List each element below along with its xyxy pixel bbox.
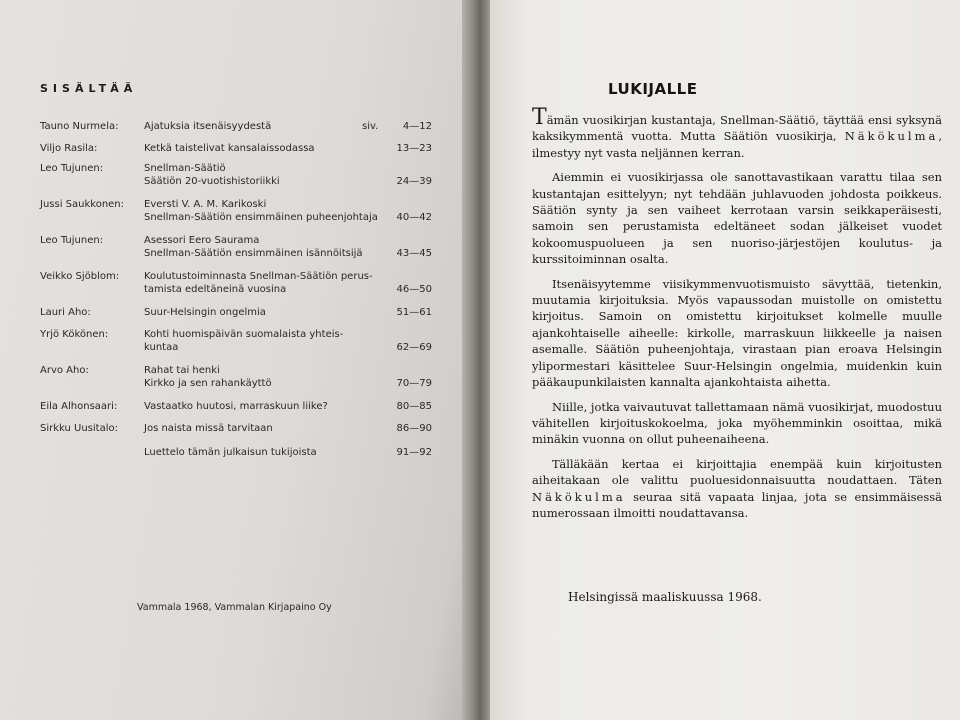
toc-page-range: 43—45 <box>396 248 432 259</box>
toc-entry-title <box>144 270 384 296</box>
toc-title-line: Luettelo tämän julkaisun tukijoista <box>144 447 317 458</box>
toc-entry-title <box>144 446 384 459</box>
toc-page-range: 80—85 <box>396 401 432 412</box>
left-page <box>0 0 470 720</box>
toc-title-line: Ajatuksia itsenäisyydestä <box>144 121 272 132</box>
book-title: Näkökulma <box>532 489 626 504</box>
toc-entry-title <box>144 120 384 133</box>
toc-author: Jussi Saukkonen: <box>40 199 125 210</box>
toc-title-line: Säätiön 20-vuotishistoriikki <box>144 176 280 187</box>
toc-page-range: 51—61 <box>396 307 432 318</box>
book-title: Näkökulma <box>844 129 939 144</box>
toc-title-line: Kohti huomispäivän suomalaista yhteis- <box>144 329 344 340</box>
toc-title-line: Vastaatko huutosi, marraskuun liike? <box>144 401 328 412</box>
toc-title-line: tamista edeltäneinä vuosina <box>144 284 287 295</box>
toc-entry-title <box>144 234 384 260</box>
toc-author: Viljo Rasila: <box>40 143 98 154</box>
imprint: Vammala 1968, Vammalan Kirjapaino Oy <box>137 602 332 613</box>
toc-entry-title <box>144 142 384 155</box>
paragraph-1: Tämän vuosikirjan kustantaja, Snellman-Säätiö, täyttää ensi syksynä kaksikymmentä vuotta. Mutta Säätiön vuosikirja, Näkökulma, ilmestyy nyt vasta neljännen kerran. <box>532 105 943 160</box>
toc-page-range: 62—69 <box>396 342 432 353</box>
toc-title-line: Snellman-Säätiön ensimmäinen puheenjohtaja <box>144 212 378 223</box>
toc-page-range: 86—90 <box>396 423 432 434</box>
toc-title-line: Suur-Helsingin ongelmia <box>144 307 266 318</box>
page-heading: LUKIJALLE <box>608 80 698 98</box>
toc-entry-title <box>144 400 384 413</box>
toc-title-line: Kirkko ja sen rahankäyttö <box>144 378 272 389</box>
paragraph-5: Tälläkään kertaa ei kirjoittajia enempää kuin kirjoitusten aiheitakaan ole valittu puoluesidonnaisuutta noudattaen. Täten Näkökulma seuraa sitä vapaata linjaa, jota se ensimmäisessä numerossaan ilmoitti noudattavansa. <box>532 456 943 520</box>
toc-title-line: Jos naista missä tarvitaan <box>144 423 273 434</box>
toc-author: Sirkku Uusitalo: <box>40 423 118 434</box>
toc-entry-title <box>144 328 384 354</box>
toc-title-line: Ketkä taistelivat kansalaissodassa <box>144 143 315 154</box>
toc-title-line: Snellman-Säätiön ensimmäinen isännöitsijä <box>144 248 363 259</box>
toc-title-line: kuntaa <box>144 342 179 353</box>
toc-author: Leo Tujunen: <box>40 163 104 174</box>
toc-title-line: Koulutustoiminnasta Snellman-Säätiön perus- <box>144 271 373 282</box>
paragraph-2: Aiemmin ei vuosikirjassa ole sanottavastikaan varattu tilaa sen kustantajan esittelyyn; nyt tehdään juhlavuoden johdosta poikkeus. Säätiön synty ja sen vaiheet kerrotaan varsin seikkaperäisesti, samoin sen perustamista edeltäneet sodan jälkeiset vuodet kokoomuspuolueen ja sen nuoriso-järjestöjen koulutus- ja kurssitoiminnan osalta. <box>532 170 942 267</box>
toc-entry-title <box>144 162 384 188</box>
toc-entry-title <box>144 198 384 224</box>
toc-title: SISÄLTÄÄ <box>40 82 138 95</box>
toc-page-range: 24—39 <box>396 176 432 187</box>
toc-title-line: Eversti V. A. M. Karikoski <box>144 199 267 210</box>
toc-author: Leo Tujunen: <box>40 235 104 246</box>
toc-entry-title <box>144 422 384 435</box>
toc-author: Yrjö Kökönen: <box>40 329 109 340</box>
foreword-text <box>532 105 943 521</box>
toc-author: Veikko Sjöblom: <box>40 271 120 282</box>
paragraph-4: Niille, jotka vaivautuvat tallettamaan nämä vuosikirjat, muodostuu vähitellen kirjoituskokoelma, joka myöhemminkin osoittaa, mikä minäkin vuonna on ollut puheenaiheena. <box>532 399 942 447</box>
toc-page-range: 40—42 <box>396 212 432 223</box>
toc-page-range: 13—23 <box>396 143 432 154</box>
signoff: Helsingissä maaliskuussa 1968. <box>568 590 762 604</box>
toc-page-range: 46—50 <box>396 284 432 295</box>
paragraph-3: Itsenäisyytemme viisikymmenvuotismuisto sävyttää, tietenkin, muutamia kirjoituksia. Myös vapaussodan muistolle on omistettu kirjoitus. Samoin on omistettu kirjoitukset kolmelle muulle ajankohtaiselle aiheelle: kirkolle, marraskuun liikkeelle ja naisen asemalle. Säätiön puheenjohtaja, virastaan pian eroava Helsingin ylipormestari käsittelee Suur-Helsingin ongelmia, muidenkin kuin pääkaupunkilaisten kannalta ajankohtaista aihetta. <box>532 276 942 390</box>
toc-page-range: 91—92 <box>396 447 432 458</box>
toc-title-line: Rahat tai henki <box>144 365 220 376</box>
toc-author: Tauno Nurmela: <box>40 121 119 132</box>
toc-entry-title <box>144 364 384 390</box>
drop-cap: T <box>532 105 547 130</box>
toc-title-line: Snellman-Säätiö <box>144 163 226 174</box>
toc-author: Arvo Aho: <box>40 365 89 376</box>
toc-page-range: 70—79 <box>396 378 432 389</box>
toc-author: Lauri Aho: <box>40 307 91 318</box>
toc-author: Eila Alhonsaari: <box>40 401 118 412</box>
toc-entry-title <box>144 306 384 319</box>
toc-page-label: siv. <box>362 121 379 132</box>
toc-page-range: 4—12 <box>402 121 432 132</box>
toc-title-line: Asessori Eero Saurama <box>144 235 260 246</box>
